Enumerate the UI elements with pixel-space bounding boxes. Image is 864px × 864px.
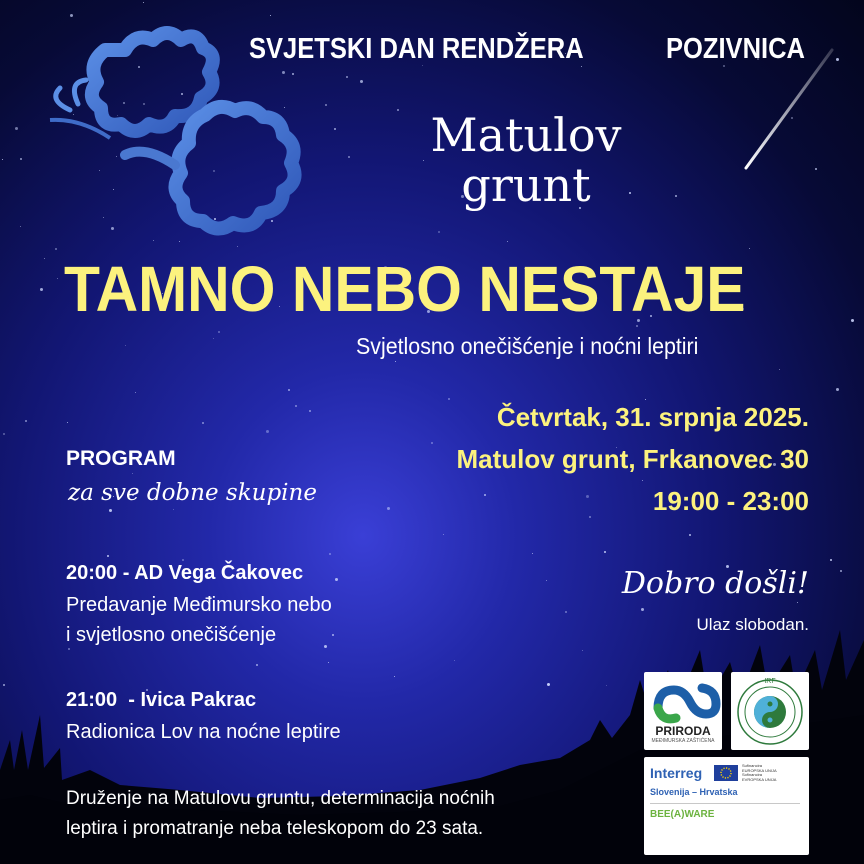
star: [15, 127, 18, 130]
star: [2, 159, 3, 160]
star: [135, 392, 136, 393]
star: [125, 345, 126, 346]
event-time: 19:00 - 23:00: [652, 486, 809, 516]
eu-text: [742, 764, 777, 782]
star: [565, 611, 567, 613]
star: [57, 278, 58, 279]
star: [20, 226, 21, 227]
star: [70, 14, 73, 17]
star: [581, 66, 582, 67]
event-name: [376, 110, 676, 210]
star: [840, 570, 842, 572]
star: [25, 420, 27, 422]
star: [20, 158, 22, 160]
program-audience: za sve dobne skupine: [68, 480, 317, 506]
star: [67, 422, 68, 423]
star: [309, 410, 311, 412]
star: [270, 15, 271, 16]
star: [266, 430, 269, 433]
subtitle: Svjetlosno onečišćenje i noćni leptiri: [356, 333, 699, 359]
star: [642, 480, 643, 481]
eu-flag-icon: [714, 765, 738, 781]
star: [288, 389, 290, 391]
program-item-2-head: 21:00 - Ivica Pakrac: [66, 689, 257, 711]
star: [749, 248, 750, 249]
welcome-text: Dobro došli!: [621, 566, 809, 601]
entry-note: Ulaz slobodan.: [696, 615, 809, 634]
eu-text-1: Sufinancira: [742, 763, 763, 768]
star: [360, 80, 363, 83]
event-place: Matulov grunt, Frkanovec 30: [456, 444, 809, 474]
star: [346, 76, 348, 78]
star: [836, 388, 839, 391]
star: [532, 553, 533, 554]
star: [507, 241, 508, 242]
star: [448, 398, 450, 400]
star: [604, 551, 606, 553]
star: [44, 258, 45, 259]
star: [387, 507, 390, 510]
program-item-1-head: 20:00 - AD Vega Čakovec: [66, 562, 304, 584]
header-left: SVJETSKI DAN RENDŽERA: [249, 33, 584, 65]
star: [295, 405, 297, 407]
star: [3, 433, 5, 435]
star: [438, 231, 440, 233]
closing-line-2: leptira i promatranje neba teleskopom do 23 sata.: [66, 818, 484, 839]
star: [109, 509, 112, 512]
eu-text-2: EUROPSKA UNIJA: [742, 767, 777, 773]
interreg-name: Interreg: [650, 765, 703, 781]
interreg-logo: [644, 757, 809, 855]
star: [395, 361, 396, 362]
priroda-mark-icon: [644, 678, 722, 728]
star: [689, 534, 691, 536]
irf-logo: [731, 672, 809, 750]
star: [107, 555, 109, 557]
star: [329, 553, 331, 555]
star: [484, 494, 486, 496]
priroda-logo: [644, 672, 722, 750]
star: [218, 331, 220, 333]
event-date: Četvrtak, 31. srpnja 2025.: [496, 402, 809, 432]
event-name-line-2: grunt: [461, 158, 591, 212]
header-right: POZIVNICA: [666, 33, 805, 65]
star: [202, 422, 204, 424]
star: [443, 534, 444, 535]
eu-text-3: Sofinancira: [742, 772, 763, 778]
star: [213, 338, 214, 339]
star: [132, 473, 133, 474]
star: [182, 559, 184, 561]
priroda-name: PRIRODA: [655, 724, 711, 738]
project-name: BEE(A)WARE: [650, 809, 715, 820]
logo-divider: [650, 803, 800, 804]
star: [40, 288, 43, 291]
star: [348, 156, 350, 158]
event-name-line-1: Matulov: [430, 108, 622, 162]
star: [546, 580, 547, 581]
program-item-1-line-1: Predavanje Međimursko nebo: [66, 594, 332, 616]
star: [641, 608, 644, 611]
star: [779, 369, 780, 370]
star: [830, 559, 832, 561]
main-title: TAMNO NEBO NESTAJE: [64, 253, 746, 325]
program-item-2-line-1: Radionica Lov na noćne leptire: [66, 721, 341, 743]
star: [335, 578, 338, 581]
eu-text-4: EVROPSKA UNIJA: [742, 776, 777, 782]
star: [586, 495, 589, 498]
program-item-1-line-2: i svjetlosno onečišćenje: [66, 624, 277, 646]
closing-line-1: Druženje na Matulovu gruntu, determinacija noćnih: [66, 788, 495, 809]
star: [797, 602, 798, 603]
program-heading: PROGRAM: [66, 447, 176, 470]
star: [143, 2, 144, 3]
star: [173, 509, 174, 510]
star: [851, 319, 854, 322]
star: [431, 442, 433, 444]
interreg-countries: Slovenija – Hrvatska: [650, 787, 738, 797]
star: [645, 399, 646, 400]
star: [589, 516, 591, 518]
irf-name: IRF: [764, 678, 776, 685]
priroda-sub: MEĐIMURSKA ZAŠTIĆENA: [651, 738, 715, 744]
